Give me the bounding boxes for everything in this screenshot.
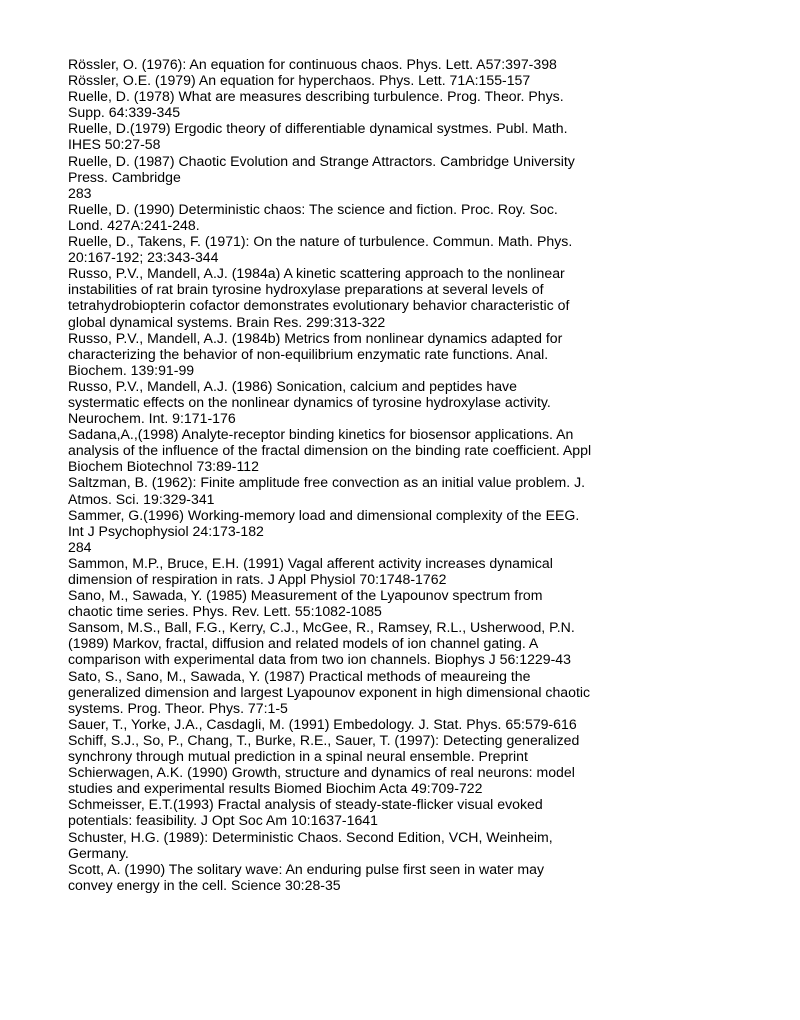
text-line: analysis of the influence of the fractal dimension on the binding rate coefficient. Appl [68,442,592,459]
text-line: Sammon, M.P., Bruce, E.H. (1991) Vagal afferent activity increases dynamical [68,554,553,571]
text-line: Ruelle, D.(1979) Ergodic theory of differentiable dynamical systmes. Publ. Math. [68,120,568,137]
text-line: Biochem Biotechnol 73:89-112 [68,458,259,475]
text-line: Biochem. 139:91-99 [68,361,195,378]
text-line: systems. Prog. Theor. Phys. 77:1-5 [68,699,288,716]
text-line: Germany. [68,844,129,861]
text-line: Saltzman, B. (1962): Finite amplitude free convection as an initial value problem. J. [68,474,586,491]
text-line: 20:167-192; 23:343-344 [68,249,219,266]
text-line: Rössler, O.E. (1979) An equation for hyperchaos. Phys. Lett. 71A:155-157 [68,72,531,89]
text-line: Ruelle, D. (1990) Deterministic chaos: The science and fiction. Proc. Roy. Soc. [68,200,558,217]
page-number: 283 [68,184,92,201]
text-line: Russo, P.V., Mandell, A.J. (1984a) A kinetic scattering approach to the nonlinear [68,265,565,282]
text-line: Atmos. Sci. 19:329-341 [68,490,215,507]
text-line: Sauer, T., Yorke, J.A., Casdagli, M. (1991) Embedology. J. Stat. Phys. 65:579-616 [68,715,577,732]
text-line: Schmeisser, E.T.(1993) Fractal analysis of steady-state-flicker visual evoked [68,796,543,813]
text-line: Sano, M., Sawada, Y. (1985) Measurement of the Lyapounov spectrum from [68,587,543,604]
text-line: dimension of respiration in rats. J Appl Physiol 70:1748-1762 [68,571,447,587]
text-line: studies and experimental results Biomed Biochim Acta 49:709-722 [68,780,483,797]
text-line: Neurochem. Int. 9:171-176 [68,410,236,427]
text-line: Rössler, O. (1976): An equation for continuous chaos. Phys. Lett. A57:397-398 [68,56,557,72]
text-line: Sammer, G.(1996) Working-memory load and dimensional complexity of the EEG. [68,506,580,523]
text-line: Lond. 427A:241-248. [68,216,200,233]
text-line: convey energy in the cell. Science 30:28-35 [68,876,341,893]
text-line: synchrony through mutual prediction in a spinal neural ensemble. Preprint [68,748,528,765]
text-line: Ruelle, D., Takens, F. (1971): On the nature of turbulence. Commun. Math. Phys. [68,233,573,250]
text-line: systermatic effects on the nonlinear dynamics of tyrosine hydroxylase activity. [68,393,551,410]
text-line: Press. Cambridge [68,168,181,185]
text-line: Supp. 64:339-345 [68,104,181,121]
text-line: Schiff, S.J., So, P., Chang, T., Burke, R.E., Sauer, T. (1997): Detecting generalized [68,731,580,748]
text-line: Schierwagen, A.K. (1990) Growth, structure and dynamics of real neurons: model [68,764,575,781]
text-line: characterizing the behavior of non-equilibrium enzymatic rate functions. Anal. [68,345,549,362]
text-line: chaotic time series. Phys. Rev. Lett. 55:1082-1085 [68,603,382,620]
text-line: Russo, P.V., Mandell, A.J. (1986) Sonication, calcium and peptides have [68,377,517,394]
text-line: potentials: feasibility. J Opt Soc Am 10:1637-1641 [68,812,378,829]
reference-list [68,56,648,893]
text-line: Ruelle, D. (1987) Chaotic Evolution and Strange Attractors. Cambridge University [68,152,575,169]
text-line: generalized dimension and largest Lyapounov exponent in high dimensional chaotic [68,683,591,700]
text-line: comparison with experimental data from two ion channels. Biophys J 56:1229-43 [68,651,571,668]
text-line: tetrahydrobiopterin cofactor demonstrates evolutionary behavior characteristic of [68,297,570,314]
text-line: global dynamical systems. Brain Res. 299:313-322 [68,313,386,330]
text-line: Schuster, H.G. (1989): Deterministic Chaos. Second Edition, VCH, Weinheim, [68,828,553,845]
page-number: 284 [68,538,92,555]
text-line: instabilities of rat brain tyrosine hydroxylase preparations at several levels of [68,281,544,298]
text-line: Int J Psychophysiol 24:173-182 [68,522,264,539]
text-line: (1989) Markov, fractal, diffusion and related models of ion channel gating. A [68,635,539,652]
text-line: Sato, S., Sano, M., Sawada, Y. (1987) Practical methods of meaureing the [68,667,531,684]
text-line: Scott, A. (1990) The solitary wave: An enduring pulse first seen in water may [68,860,545,877]
text-line: Ruelle, D. (1978) What are measures describing turbulence. Prog. Theor. Phys. [68,88,564,105]
text-line: Sadana,A.,(1998) Analyte-receptor binding kinetics for biosensor applications. An [68,426,574,443]
text-line: Russo, P.V., Mandell, A.J. (1984b) Metrics from nonlinear dynamics adapted for [68,329,563,346]
text-line: IHES 50:27-58 [68,136,161,153]
text-line: Sansom, M.S., Ball, F.G., Kerry, C.J., McGee, R., Ramsey, R.L., Usherwood, P.N. [68,619,575,636]
